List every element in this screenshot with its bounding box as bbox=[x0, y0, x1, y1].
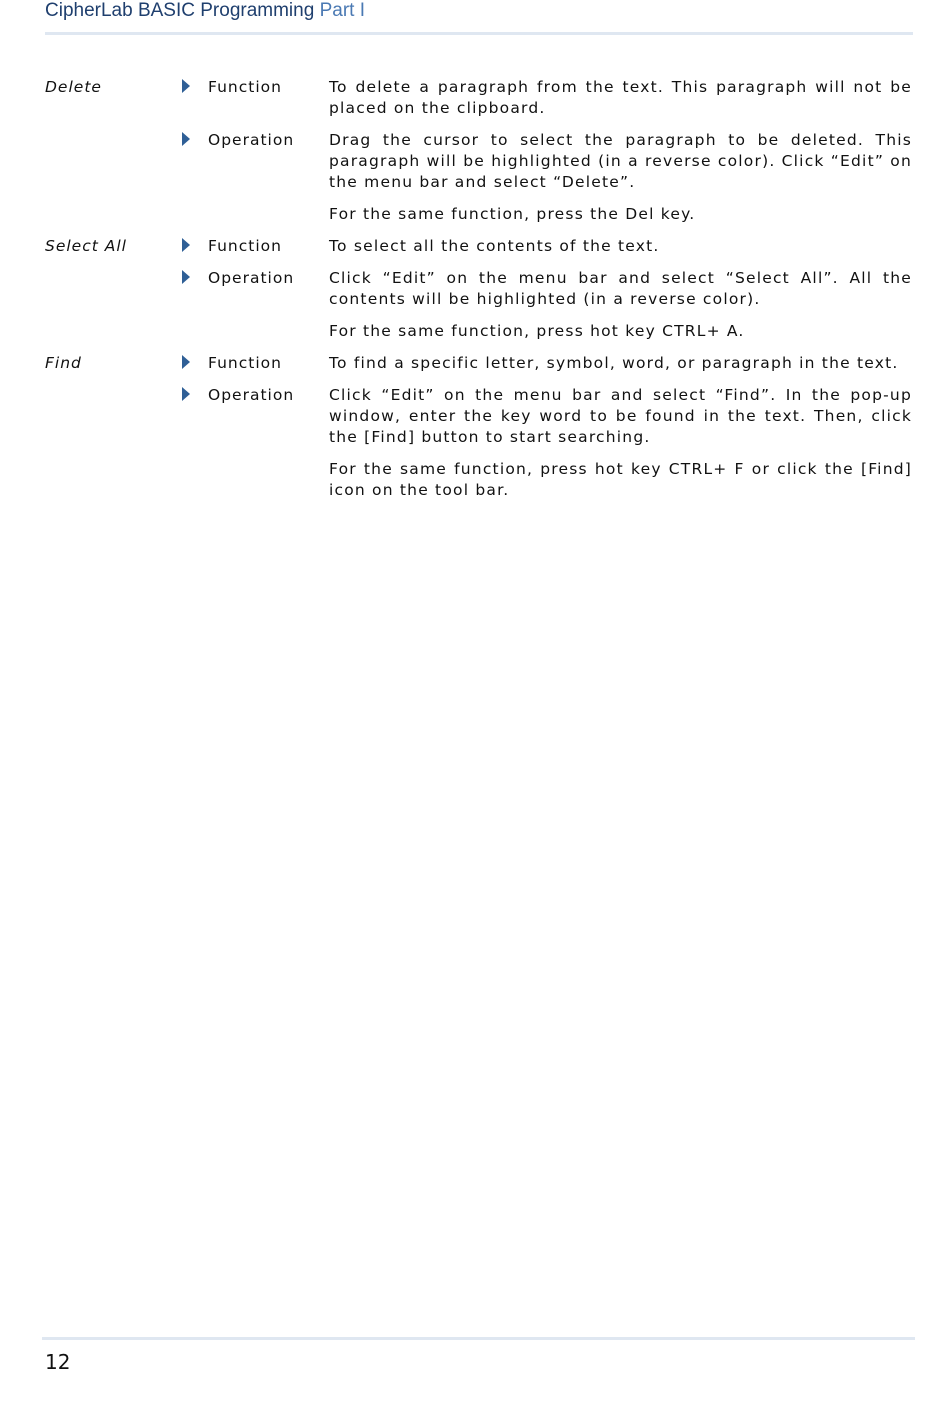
triangle-bullet-icon bbox=[182, 268, 208, 289]
triangle-bullet-icon bbox=[182, 130, 208, 151]
entry-row bbox=[45, 77, 912, 130]
item-description bbox=[329, 130, 912, 236]
item-description bbox=[329, 385, 912, 512]
header-title: CipherLab BASIC Programming bbox=[45, 0, 315, 21]
entry-term bbox=[45, 385, 182, 512]
item-label: Function bbox=[208, 237, 282, 255]
item-label: Function bbox=[208, 354, 282, 372]
entry-term: Find bbox=[45, 354, 82, 372]
entry-row bbox=[45, 130, 912, 236]
entry-term bbox=[45, 130, 182, 236]
entry-term: Delete bbox=[45, 78, 102, 96]
triangle-bullet-icon bbox=[182, 353, 208, 374]
header-rule bbox=[45, 32, 913, 35]
paragraph: To select all the contents of the text. bbox=[329, 237, 660, 255]
item-label: Function bbox=[208, 78, 282, 96]
item-description bbox=[329, 353, 912, 385]
running-header bbox=[45, 0, 365, 22]
entry-term: Select All bbox=[45, 237, 127, 255]
entry-row bbox=[45, 385, 912, 512]
item-description bbox=[329, 236, 912, 268]
paragraph: For the same function, press the Del key. bbox=[329, 205, 696, 223]
item-description bbox=[329, 77, 912, 130]
item-label: Operation bbox=[208, 131, 295, 149]
triangle-bullet-icon bbox=[182, 77, 208, 98]
item-description bbox=[329, 268, 912, 353]
entry-row bbox=[45, 268, 912, 353]
item-label: Operation bbox=[208, 269, 295, 287]
triangle-bullet-icon bbox=[182, 236, 208, 257]
footer-rule bbox=[42, 1337, 915, 1340]
paragraph: Click “Edit” on the menu bar and select “Select All”. All the contents will be highlighted (in a reverse color). bbox=[329, 269, 912, 308]
triangle-bullet-icon bbox=[182, 385, 208, 406]
entry-row bbox=[45, 353, 912, 385]
paragraph: For the same function, press hot key CTRL+ A. bbox=[329, 322, 745, 340]
item-label: Operation bbox=[208, 386, 295, 404]
entry-row bbox=[45, 236, 912, 268]
paragraph: To find a specific letter, symbol, word, or paragraph in the text. bbox=[329, 354, 899, 372]
paragraph: To delete a paragraph from the text. This paragraph will not be placed on the clipboard. bbox=[329, 78, 912, 117]
page-number: 12 bbox=[45, 1350, 71, 1374]
header-part: Part I bbox=[319, 0, 365, 21]
paragraph: Drag the cursor to select the paragraph to be deleted. This paragraph will be highlighted (in a reverse color). Click “Edit” on the menu bar and select “Delete”. bbox=[329, 131, 912, 191]
entry-term bbox=[45, 268, 182, 353]
paragraph: For the same function, press hot key CTRL+ F or click the [Find] icon on the tool bar. bbox=[329, 460, 912, 499]
paragraph: Click “Edit” on the menu bar and select “Find”. In the pop-up window, enter the key word to be found in the text. Then, click the [Find] button to start searching. bbox=[329, 386, 912, 446]
definition-list bbox=[45, 77, 912, 512]
